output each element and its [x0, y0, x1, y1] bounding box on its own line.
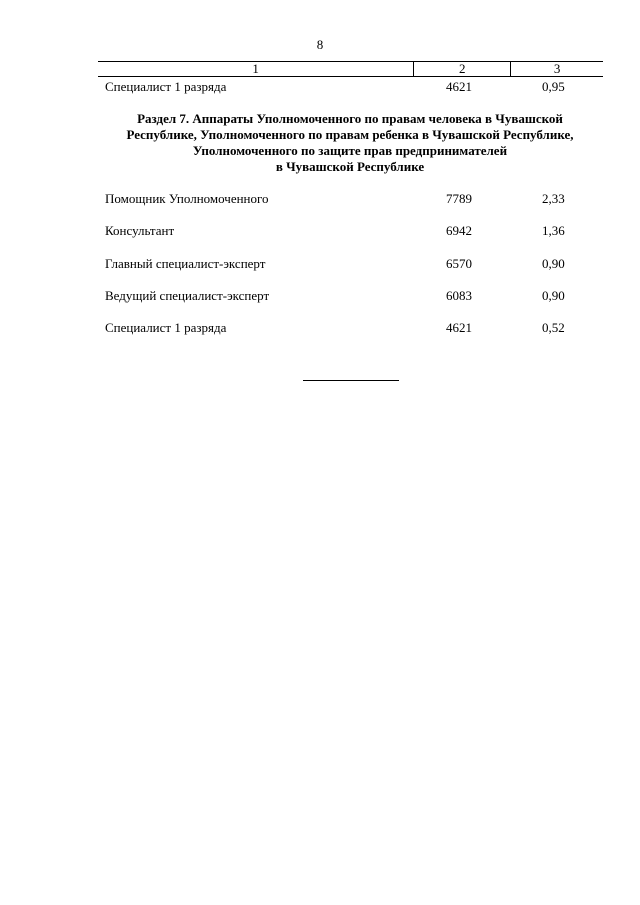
position-value-2: 2,33: [542, 191, 565, 206]
position-label: Консультант: [105, 223, 175, 238]
column-header-2: 2: [414, 62, 511, 77]
section-title: [100, 111, 600, 175]
section-title-line: Раздел 7. Аппараты Уполномоченного по правам человека в Чувашской: [137, 111, 563, 126]
position-value-1: 4621: [446, 320, 472, 335]
page-number: 8: [316, 37, 324, 52]
position-label: Главный специалист-эксперт: [105, 256, 266, 271]
position-value-2: 0,90: [542, 256, 565, 271]
section-title-line: в Чувашской Республике: [275, 159, 425, 174]
position-value-2: 1,36: [542, 223, 565, 238]
position-value-1: 6083: [446, 288, 472, 303]
table-row: [0, 288, 640, 304]
position-value-1: 6942: [446, 223, 472, 238]
column-header-table: [98, 61, 603, 77]
position-label: Специалист 1 разряда: [105, 79, 227, 94]
end-rule-divider: [303, 380, 399, 381]
table-row: [0, 191, 640, 207]
position-label: Помощник Уполномоченного: [105, 191, 269, 206]
position-value-1: 7789: [446, 191, 472, 206]
position-label: Ведущий специалист-эксперт: [105, 288, 270, 303]
section-title-line: Республике, Уполномоченного по правам ребенка в Чувашской Республике,: [126, 127, 574, 142]
position-value-2: 0,90: [542, 288, 565, 303]
position-value-2: 0,52: [542, 320, 565, 335]
column-header-1: 1: [98, 62, 414, 77]
position-value-1: 4621: [446, 79, 472, 94]
position-label: Специалист 1 разряда: [105, 320, 227, 335]
column-header-row: [98, 62, 603, 77]
position-value-1: 6570: [446, 256, 472, 271]
table-row-previous-section: [0, 79, 640, 95]
column-header-3: 3: [511, 62, 603, 77]
table-row: [0, 256, 640, 272]
section-title-line: Уполномоченного по защите прав предпринимателей: [192, 143, 508, 158]
table-row: [0, 223, 640, 239]
position-value-2: 0,95: [542, 79, 565, 94]
table-row: [0, 320, 640, 336]
